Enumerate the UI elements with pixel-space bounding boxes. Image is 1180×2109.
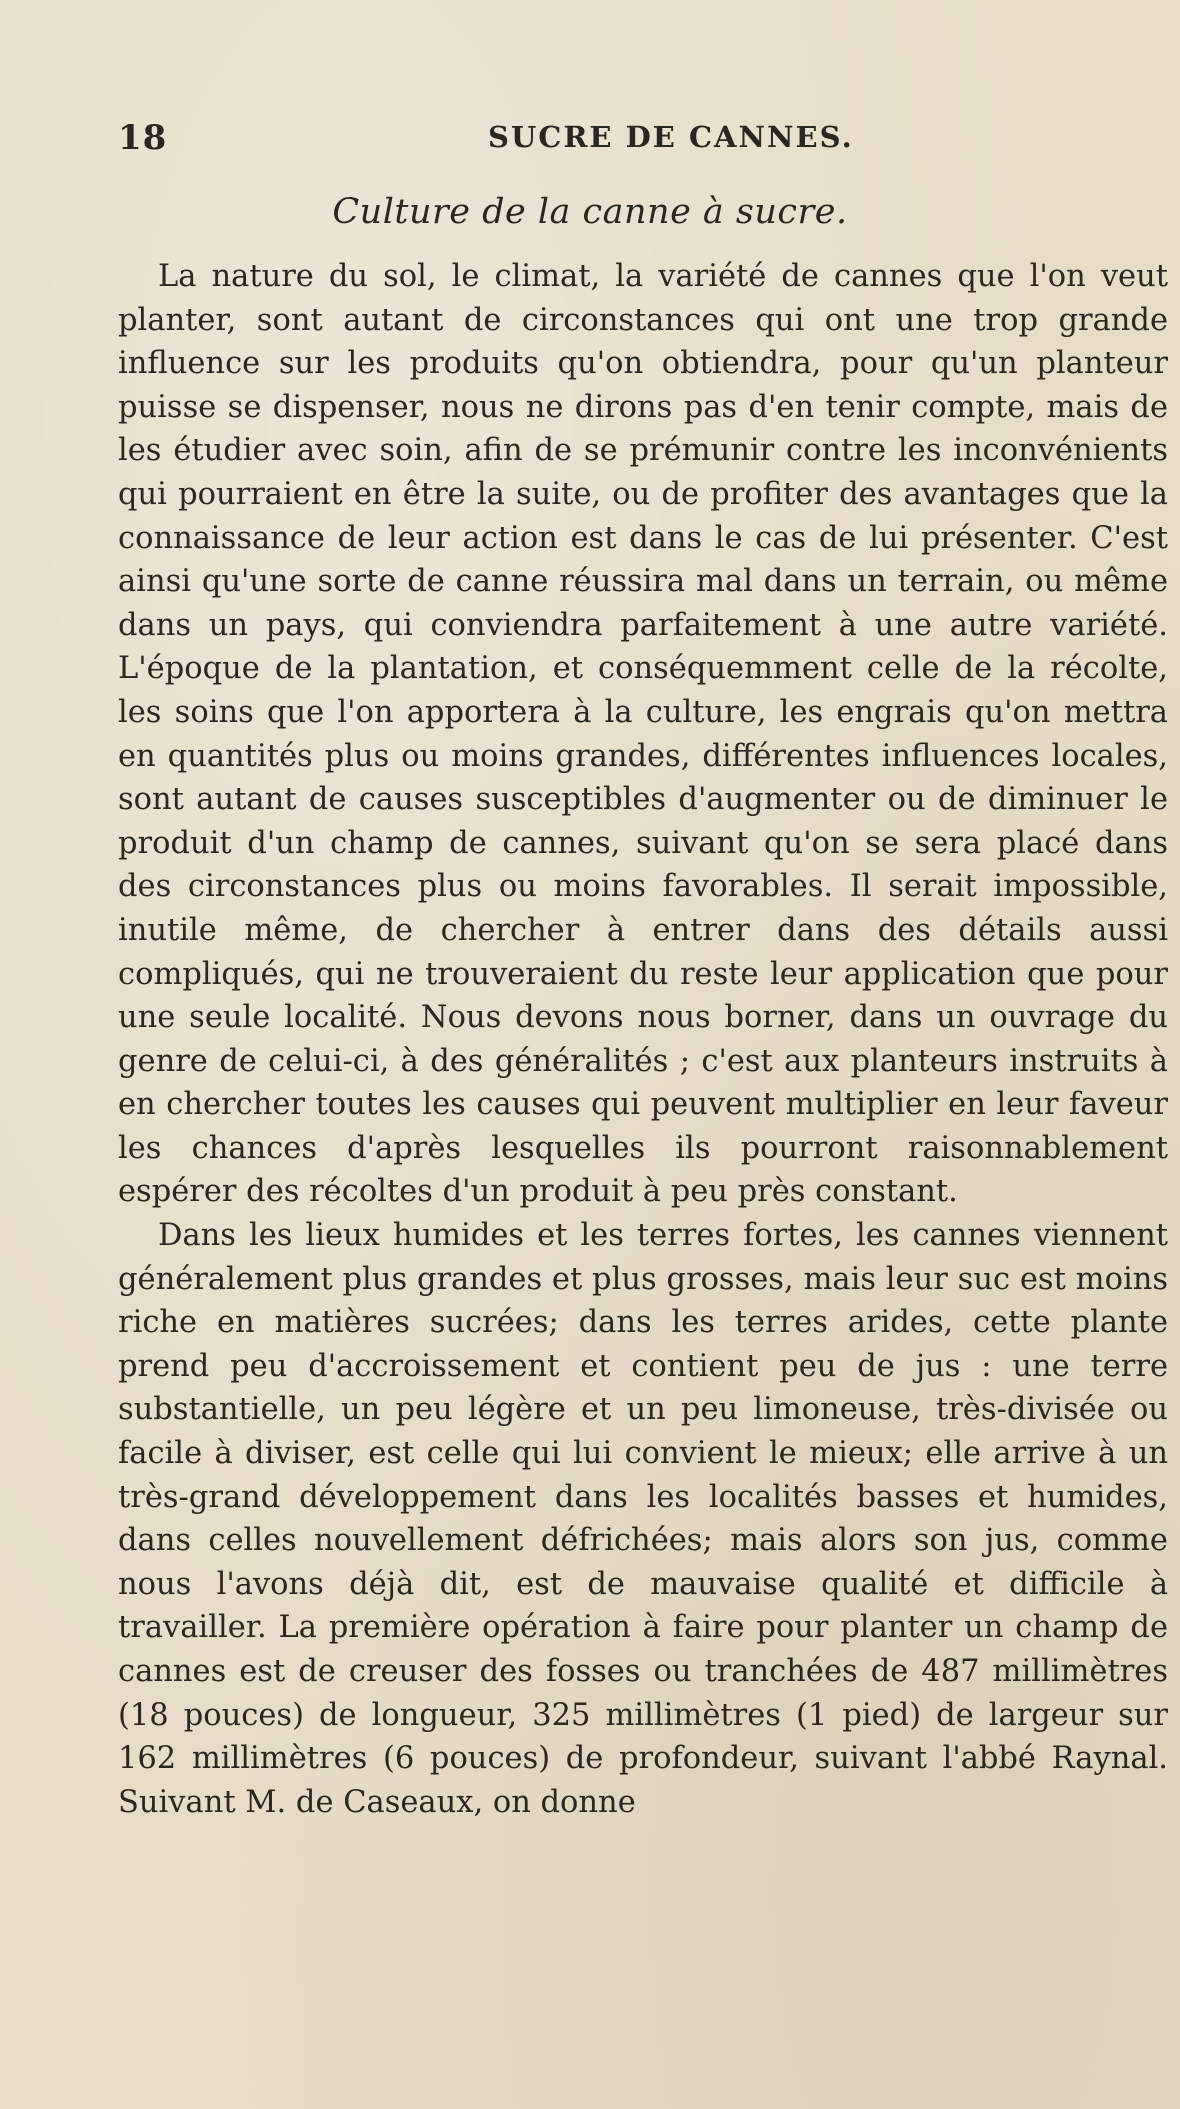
running-head: [118, 118, 1168, 158]
page-number: 18: [118, 118, 168, 158]
body-text: [118, 255, 1168, 1824]
running-title: SUCRE DE CANNES.: [488, 120, 854, 154]
section-title: Culture de la canne à sucre.: [332, 192, 848, 232]
paragraph: Dans les lieux humides et les terres fortes, les cannes viennent généralement plus grandes et plus grosses, mais leur suc est moins riche en matières sucrées; dans les terres arides, cette plante prend peu d'accroissement et contient peu de jus : une terre substantielle, un peu légère et un peu limoneuse, très-divisée ou facile à diviser, est celle qui lui convient le mieux; elle arrive à un très-grand développement dans les localités basses et humides, dans celles nouvellement défrichées; mais alors son jus, comme nous l'avons déjà dit, est de mauvaise qualité et difficile à travailler. La première opération à faire pour planter un champ de cannes est de creuser des fosses ou tranchées de 487 millimètres (18 pouces) de longueur, 325 millimètres (1 pied) de largeur sur 162 millimètres (6 pouces) de profondeur, suivant l'abbé Raynal. Suivant M. de Caseaux, on donne: [118, 1218, 1168, 1820]
paragraph: La nature du sol, le climat, la variété de cannes que l'on veut planter, sont autant de circonstances qui ont une trop grande influence sur les produits qu'on obtiendra, pour qu'un planteur puisse se dispenser, nous ne dirons pas d'en tenir compte, mais de les étudier avec soin, afin de se prémunir contre les inconvénients qui pourraient en être la suite, ou de profiter des avantages que la connaissance de leur action est dans le cas de lui présenter. C'est ainsi qu'une sorte de canne réussira mal dans un terrain, ou même dans un pays, qui conviendra parfaitement à une autre variété. L'époque de la plantation, et conséquemment celle de la récolte, les soins que l'on apportera à la culture, les engrais qu'on mettra en quantités plus ou moins grandes, différentes influences locales, sont autant de causes susceptibles d'augmenter ou de diminuer le produit d'un champ de cannes, suivant qu'on se sera placé dans des circonstances plus ou moins favorables. Il serait impossible, inutile même, de chercher à entrer dans des détails aussi compliqués, qui ne trouveraient du reste leur application que pour une seule localité. Nous devons nous borner, dans un ouvrage du genre de celui-ci, à des généralités ; c'est aux planteurs instruits à en chercher toutes les causes qui peuvent multiplier en leur faveur les chances d'après lesquelles ils pourront raisonnablement espérer des récoltes d'un produit à peu près constant.: [118, 259, 1168, 1210]
